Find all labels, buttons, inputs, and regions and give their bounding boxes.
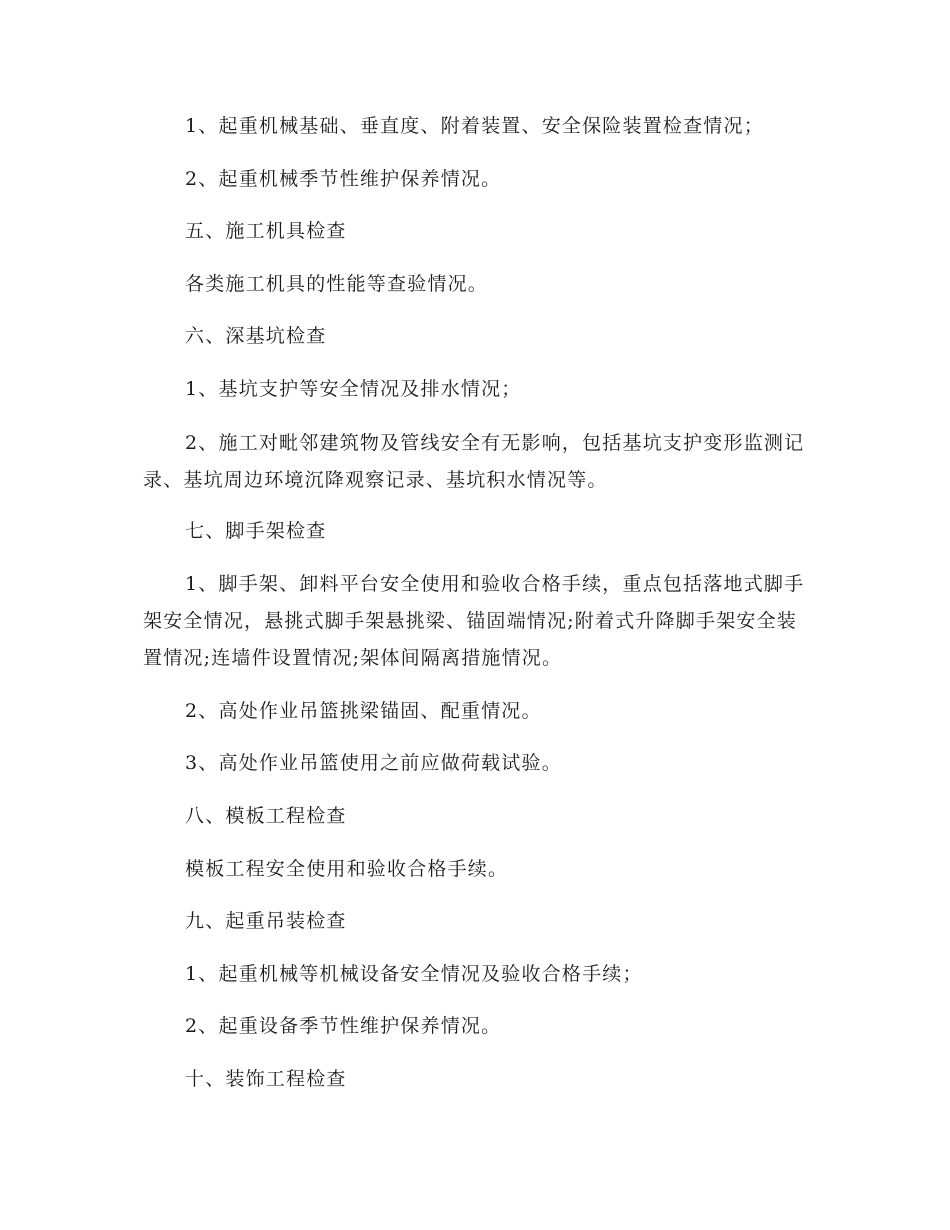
section-heading-decoration: 十、装饰工程检查 [185,1068,347,1090]
item-lifting-equipment-safety: 1、起重机械等机械设备安全情况及验收合格手续； [185,963,643,985]
item-crane-seasonal-maintenance: 2、起重机械季节性维护保养情况。 [185,168,502,190]
item-pit-neighbor-impact: 2、施工对毗邻建筑物及管线安全有无影响，包括基坑支护变形监测记录、基坑周边环境沉降观察记录、基坑积水情况等。 [143,432,805,491]
section-heading-formwork: 八、模板工程检查 [185,805,347,827]
item-tools-inspection: 各类施工机具的性能等查验情况。 [185,273,489,295]
item-scaffold-safety: 1、脚手架、卸料平台安全使用和验收合格手续，重点包括落地式脚手架安全情况，悬挑式脚手架悬挑梁、锚固端情况;附着式升降脚手架安全装置情况;连墙件设置情况;架体间隔离措施情况。 [143,573,805,669]
item-formwork-acceptance: 模板工程安全使用和验收合格手续。 [185,858,509,880]
section-heading-deep-pit: 六、深基坑检查 [185,325,327,347]
item-basket-anchoring: 2、高处作业吊篮挑梁锚固、配重情况。 [185,700,542,722]
item-pit-support-drainage: 1、基坑支护等安全情况及排水情况； [185,378,522,400]
section-heading-tools: 五、施工机具检查 [185,220,347,242]
section-heading-scaffold: 七、脚手架检查 [185,520,327,542]
item-lifting-seasonal-maintenance: 2、起重设备季节性维护保养情况。 [185,1015,502,1037]
item-crane-foundation-check: 1、起重机械基础、垂直度、附着装置、安全保险装置检查情况； [185,115,764,137]
section-heading-lifting: 九、起重吊装检查 [185,910,347,932]
item-basket-load-test: 3、高处作业吊篮使用之前应做荷载试验。 [185,752,562,774]
